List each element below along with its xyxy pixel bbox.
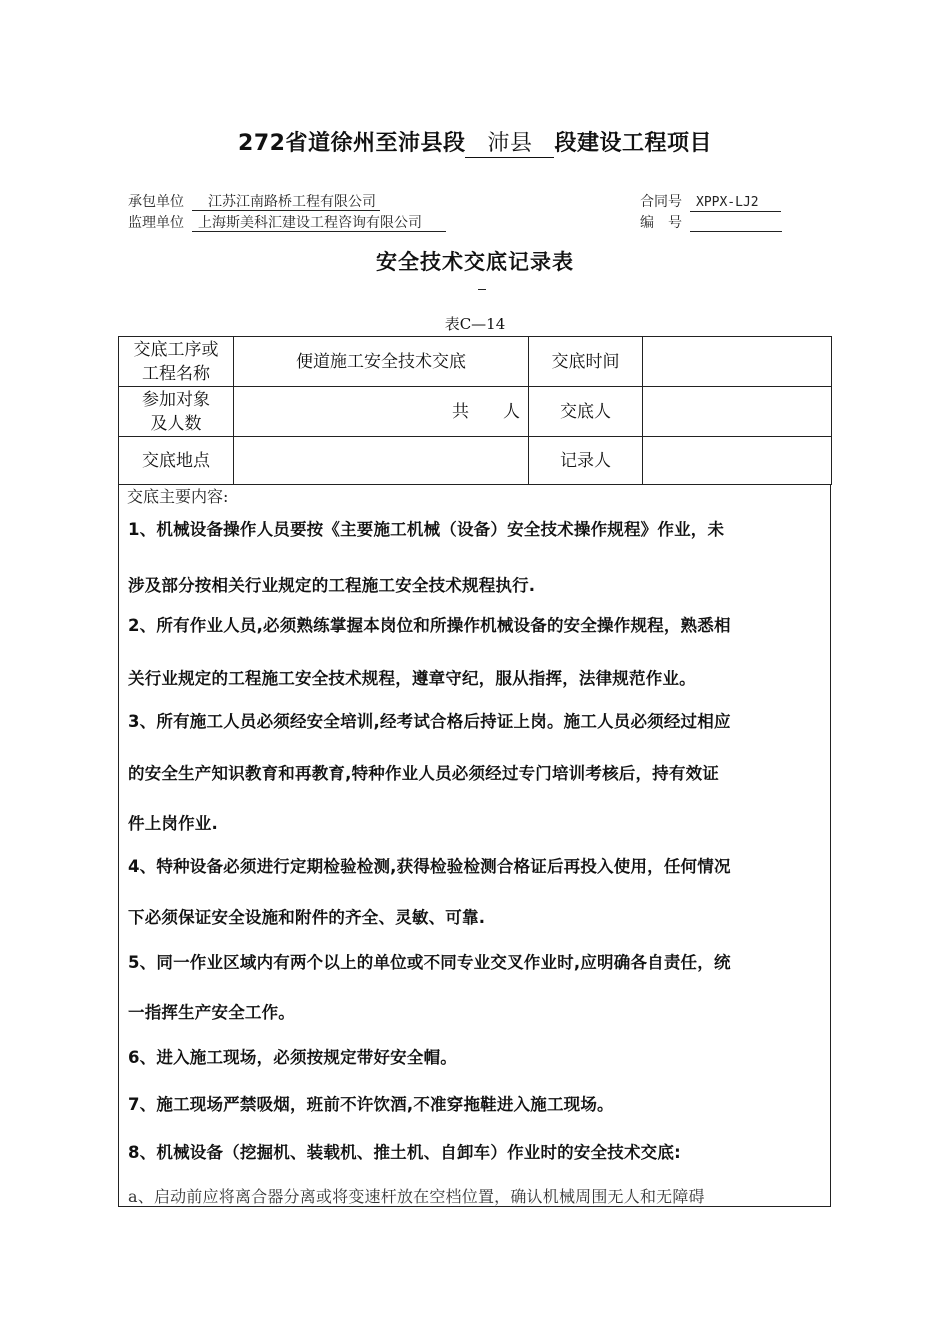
recorder-label: 记录人 bbox=[529, 437, 643, 485]
content-heading: 交底主要内容: bbox=[127, 487, 229, 506]
presenter-value[interactable] bbox=[643, 387, 832, 437]
table-row bbox=[119, 437, 832, 485]
content-line: 3、所有施工人员必须经安全培训,经考试合格后持证上岗。施工人员必须经过相应 bbox=[128, 712, 731, 731]
content-line: 5、同一作业区域内有两个以上的单位或不同专业交叉作业时,应明确各自责任，统 bbox=[128, 953, 731, 972]
content-line: 4、特种设备必须进行定期检验检测,获得检验检测合格证后再投入使用，任何情况 bbox=[128, 857, 731, 876]
contractor-label: 承包单位 bbox=[128, 194, 184, 210]
process-label: 交底工序或工程名称 bbox=[119, 337, 234, 387]
presenter-label: 交底人 bbox=[529, 387, 643, 437]
time-value[interactable] bbox=[643, 337, 832, 387]
contractor-value: 江苏江南路桥工程有限公司 bbox=[192, 194, 380, 211]
participants-value[interactable]: 共 人 bbox=[234, 387, 529, 437]
content-line: 1、机械设备操作人员要按《主要施工机械（设备）安全技术操作规程》作业，未 bbox=[128, 520, 725, 539]
serial-label: 编 号 bbox=[640, 215, 682, 231]
supervisor-value: 上海斯美科汇建设工程咨询有限公司 bbox=[192, 215, 446, 232]
form-title: 安全技术交底记录表 bbox=[376, 250, 574, 274]
supervisor-row bbox=[128, 212, 446, 232]
project-title bbox=[0, 126, 950, 158]
info-table bbox=[118, 336, 832, 485]
content-line: 下必须保证安全设施和附件的齐全、灵敏、可靠. bbox=[128, 908, 486, 927]
contract-no-row bbox=[640, 191, 781, 212]
table-row bbox=[119, 387, 832, 437]
supervisor-label: 监理单位 bbox=[128, 215, 184, 231]
project-title-prefix: 272省道徐州至沛县段 bbox=[238, 131, 466, 156]
serial-value bbox=[690, 217, 782, 232]
content-line: 2、所有作业人员,必须熟练掌握本岗位和所操作机械设备的安全操作规程，熟悉相 bbox=[128, 616, 731, 635]
content-line: 8、机械设备（挖掘机、装载机、推土机、自卸车）作业时的安全技术交底: bbox=[128, 1143, 681, 1162]
content-line: 涉及部分按相关行业规定的工程施工安全技术规程执行. bbox=[128, 576, 536, 595]
divider-dash bbox=[478, 289, 486, 290]
location-label: 交底地点 bbox=[119, 437, 234, 485]
contractor-row bbox=[128, 191, 380, 211]
table-number: 表C—14 bbox=[444, 315, 506, 333]
content-line: 关行业规定的工程施工安全技术规程，遵章守纪，服从指挥，法律规范作业。 bbox=[128, 669, 696, 688]
project-section: 沛县 bbox=[465, 126, 554, 158]
content-line: 6、进入施工现场，必须按规定带好安全帽。 bbox=[128, 1048, 457, 1067]
table-row bbox=[119, 337, 832, 387]
contract-no-value: XPPX-LJ2 bbox=[690, 195, 781, 212]
participants-label: 参加对象及人数 bbox=[119, 387, 234, 437]
content-line: 的安全生产知识教育和再教育,特种作业人员必须经过专门培训考核后，持有效证 bbox=[128, 764, 719, 783]
content-line: 一指挥生产安全工作。 bbox=[128, 1003, 295, 1022]
contract-no-label: 合同号 bbox=[640, 194, 682, 210]
content-line: a、启动前应将离合器分离或将变速杆放在空档位置，确认机械周围无人和无障碍 bbox=[128, 1187, 705, 1206]
serial-row bbox=[640, 212, 782, 232]
location-value[interactable] bbox=[234, 437, 529, 485]
project-title-suffix: 段建设工程项目 bbox=[554, 131, 712, 156]
recorder-value[interactable] bbox=[643, 437, 832, 485]
time-label: 交底时间 bbox=[529, 337, 643, 387]
content-box bbox=[118, 484, 831, 1207]
process-value: 便道施工安全技术交底 bbox=[234, 337, 529, 387]
content-line: 7、施工现场严禁吸烟，班前不许饮酒,不准穿拖鞋进入施工现场。 bbox=[128, 1095, 614, 1114]
content-line: 件上岗作业. bbox=[128, 814, 218, 833]
